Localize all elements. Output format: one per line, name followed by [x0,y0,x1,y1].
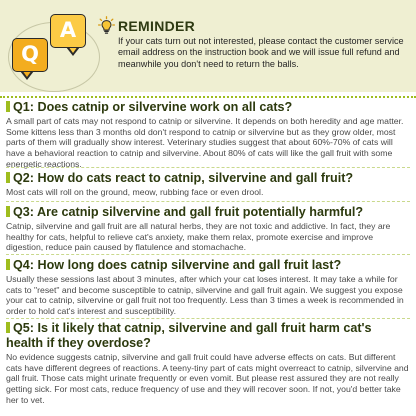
q-bubble-icon: Q [12,38,48,72]
faq-separator [6,254,410,255]
qa-icon [8,8,104,88]
answer-5: No evidence suggests catnip, silvervine and gall fruit could have adverse effects on cats. But different cats have different degrees of reactions. A teeny-tiny part of cats might overreact to catnip, silvervine and gall fruit. Those cats might urinate frequently or even vomit. But please rest assured they are not really getting sick. For most cats, reduce frequency of use and they will recover soon. If not, you'd better take her to vet. [6,352,409,405]
question-4: Q4: How long does catnip silvervine and gall fruit last? [13,258,342,272]
lightbulb-icon [98,16,115,35]
header-divider [0,96,416,98]
question-5: Q5: Is it likely that catnip, silvervine and gall fruit harm cat's health if they overdose? [6,321,372,350]
bullet-icon [6,206,10,217]
answer-2: Most cats will roll on the ground, meow, rubbing face or even drool. [6,187,264,197]
answer-4: Usually these sessions last about 3 minutes, after which your cat loses interest. It may take a while for cats to "reset" and become susceptible to catnip, silvervine and gall fruit again. We suggest you expose your cat to catnip, silvervine or gall fruit not too frequently. Less than 3 times a week is recommended in order to hold cat's interest and susceptibility. [6,274,404,317]
bullet-icon [6,259,10,270]
a-bubble-icon: A [50,14,86,48]
answer-1: A small part of cats may not respond to catnip or silvervine. It depends on both heredity and age matter. Some kittens less than 3 months old don't respond to catnip or silvervine but as they grow older, most parts of them will gradually show interest. Veterinary studies suggest that about 60%-70% of cats will have a behavioral reaction to catnip and silvervine. About 80% of cats will like the gall fruit with some energetic reactions. [6,116,404,169]
faq-separator [6,167,410,168]
reminder-text: If your cats turn out not interested, please contact the customer service email address on the instruction book and we will issue full refund and meanwhile you don't need to return the balls. [118,36,404,69]
question-2: Q2: How do cats react to catnip, silvervine and gall fruit? [13,171,354,185]
faq-separator [6,318,410,319]
bullet-icon [6,101,10,112]
faq-item-4 [6,258,412,317]
reminder-title: REMINDER [118,18,196,34]
bullet-icon [6,172,10,183]
answer-3: Catnip, silvervine and gall fruit are all natural herbs, they are not toxic and addictive. In fact, they are healthy for cats, helpful to relieve cat's anxiety, make them relax, promote exercise and improve digestion, reduce pain caused by flatulence and stomachache. [6,221,391,253]
question-3: Q3: Are catnip silvervine and gall fruit potentially harmful? [13,205,364,219]
bullet-icon [6,322,10,333]
faq-item-1 [6,100,412,170]
question-1: Q1: Does catnip or silvervine work on all cats? [13,100,293,114]
faq-item-5 [6,321,412,406]
reminder-header [0,0,416,92]
faq-item-3 [6,205,412,253]
faq-separator [6,201,410,202]
faq-item-2 [6,171,412,198]
